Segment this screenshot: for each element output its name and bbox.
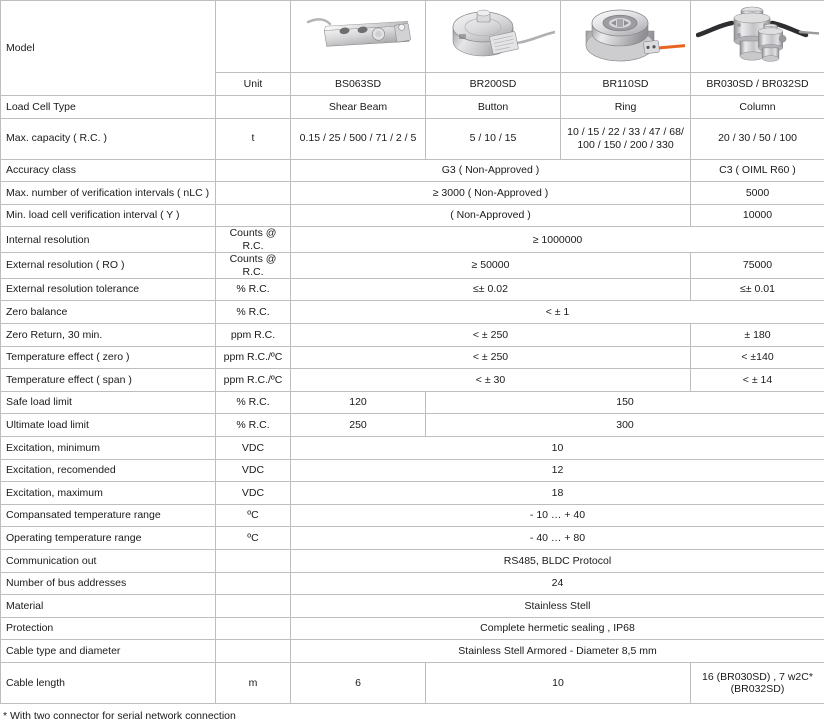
unit-column-header: Unit <box>216 73 291 96</box>
row-label: Max. number of verification intervals ( nLC ) <box>1 182 216 205</box>
row-value: C3 ( OIML R60 ) <box>691 159 824 182</box>
row-value: 0.15 / 25 / 500 / 71 / 2 / 5 <box>291 118 426 159</box>
row-label: Ultimate load limit <box>1 414 216 437</box>
product-image-cell-bs063sd <box>291 1 426 73</box>
row-value: 5000 <box>691 182 824 205</box>
row-value: 20 / 30 / 50 / 100 <box>691 118 824 159</box>
row-value: 18 <box>291 482 824 505</box>
row-unit: ppm R.C./ºC <box>216 346 291 369</box>
row-unit <box>216 572 291 595</box>
row-value: 250 <box>291 414 426 437</box>
row-value: G3 ( Non-Approved ) <box>291 159 691 182</box>
model-name-br110sd: BR110SD <box>561 73 691 96</box>
row-unit <box>216 96 291 119</box>
row-label: Excitation, recomended <box>1 459 216 482</box>
row-value: - 10 … + 40 <box>291 504 824 527</box>
row-value: < ± 30 <box>291 369 691 392</box>
table-row <box>1 253 824 279</box>
ring-load-cell-image <box>566 1 685 72</box>
shear-beam-load-cell-image <box>296 1 420 72</box>
row-label: Protection <box>1 617 216 640</box>
row-label: Temperature effect ( zero ) <box>1 346 216 369</box>
row-unit <box>216 640 291 663</box>
row-unit <box>216 182 291 205</box>
row-unit: ppm R.C. <box>216 324 291 347</box>
row-value: 12 <box>291 459 824 482</box>
row-unit: ºC <box>216 504 291 527</box>
row-label: Internal resolution <box>1 227 216 253</box>
row-value: 16 (BR030SD) , 7 w2C* (BR032SD) <box>691 662 824 703</box>
row-unit: VDC <box>216 437 291 460</box>
row-value: < ± 14 <box>691 369 824 392</box>
row-unit: VDC <box>216 482 291 505</box>
header-image-row <box>1 1 824 73</box>
row-label: Cable type and diameter <box>1 640 216 663</box>
row-value: Column <box>691 96 824 119</box>
product-image-cell-br110sd <box>561 1 691 73</box>
table-row <box>1 617 824 640</box>
table-row <box>1 459 824 482</box>
row-label: Zero Return, 30 min. <box>1 324 216 347</box>
table-row <box>1 346 824 369</box>
row-value: 300 <box>426 414 824 437</box>
row-value: < ± 250 <box>291 324 691 347</box>
row-unit: Counts @ R.C. <box>216 227 291 253</box>
row-label: Excitation, minimum <box>1 437 216 460</box>
row-label: Material <box>1 595 216 618</box>
row-unit: Counts @ R.C. <box>216 253 291 279</box>
row-value: 6 <box>291 662 426 703</box>
table-row <box>1 227 824 253</box>
table-row <box>1 595 824 618</box>
table-row <box>1 482 824 505</box>
table-row <box>1 391 824 414</box>
product-image-cell-br030sd <box>691 1 824 73</box>
table-row <box>1 301 824 324</box>
row-value: Ring <box>561 96 691 119</box>
row-value: ( Non-Approved ) <box>291 204 691 227</box>
row-label: Temperature effect ( span ) <box>1 369 216 392</box>
footnote: * With two connector for serial network connection <box>0 704 824 723</box>
row-label: Min. load cell verification interval ( Y ) <box>1 204 216 227</box>
table-row <box>1 572 824 595</box>
row-unit <box>216 204 291 227</box>
table-row <box>1 414 824 437</box>
row-value: 150 <box>426 391 824 414</box>
model-label: Model <box>1 1 216 96</box>
table-row <box>1 504 824 527</box>
row-label: Excitation, maximum <box>1 482 216 505</box>
model-name-bs063sd: BS063SD <box>291 73 426 96</box>
row-label: Cable length <box>1 662 216 703</box>
row-value: 10000 <box>691 204 824 227</box>
row-value: RS485, BLDC Protocol <box>291 550 824 573</box>
model-name-br200sd: BR200SD <box>426 73 561 96</box>
row-value: Complete hermetic sealing , IP68 <box>291 617 824 640</box>
row-value: 24 <box>291 572 824 595</box>
row-label: Number of bus addresses <box>1 572 216 595</box>
row-unit: m <box>216 662 291 703</box>
table-row <box>1 96 824 119</box>
table-row <box>1 324 824 347</box>
unit-header-spacer <box>216 1 291 73</box>
row-value: < ± 250 <box>291 346 691 369</box>
table-row <box>1 182 824 205</box>
row-label: External resolution ( RO ) <box>1 253 216 279</box>
table-row <box>1 159 824 182</box>
row-unit: % R.C. <box>216 278 291 301</box>
row-value: Shear Beam <box>291 96 426 119</box>
row-unit: VDC <box>216 459 291 482</box>
table-body <box>1 1 824 704</box>
row-unit <box>216 159 291 182</box>
row-label: Compansated temperature range <box>1 504 216 527</box>
row-value: Button <box>426 96 561 119</box>
row-unit: ppm R.C./ºC <box>216 369 291 392</box>
table-row <box>1 118 824 159</box>
row-label: Accuracy class <box>1 159 216 182</box>
row-label: Safe load limit <box>1 391 216 414</box>
row-value: 75000 <box>691 253 824 279</box>
row-unit: % R.C. <box>216 414 291 437</box>
table-row <box>1 369 824 392</box>
table-row <box>1 527 824 550</box>
column-load-cell-image <box>696 1 819 72</box>
row-unit: % R.C. <box>216 301 291 324</box>
table-row <box>1 278 824 301</box>
product-image-cell-br200sd <box>426 1 561 73</box>
model-name-br030sd: BR030SD / BR032SD <box>691 73 824 96</box>
row-value: ≥ 3000 ( Non-Approved ) <box>291 182 691 205</box>
row-value: Stainless Stell <box>291 595 824 618</box>
row-label: Operating temperature range <box>1 527 216 550</box>
row-value: 120 <box>291 391 426 414</box>
row-label: External resolution tolerance <box>1 278 216 301</box>
row-value: Stainless Stell Armored - Diameter 8,5 mm <box>291 640 824 663</box>
row-value: < ± 1 <box>291 301 824 324</box>
row-unit <box>216 617 291 640</box>
table-row <box>1 204 824 227</box>
row-value: ≤± 0.02 <box>291 278 691 301</box>
table-row <box>1 437 824 460</box>
row-value: ≤± 0.01 <box>691 278 824 301</box>
row-value: 5 / 10 / 15 <box>426 118 561 159</box>
row-unit <box>216 550 291 573</box>
row-value: < ±140 <box>691 346 824 369</box>
row-unit: % R.C. <box>216 391 291 414</box>
row-label: Max. capacity ( R.C. ) <box>1 118 216 159</box>
row-value: ≥ 50000 <box>291 253 691 279</box>
row-value: ± 180 <box>691 324 824 347</box>
row-label: Communication out <box>1 550 216 573</box>
row-value: 10 <box>426 662 691 703</box>
row-unit <box>216 595 291 618</box>
table-row <box>1 662 824 703</box>
row-unit: t <box>216 118 291 159</box>
row-unit: ºC <box>216 527 291 550</box>
button-load-cell-image <box>431 1 555 72</box>
table-row <box>1 640 824 663</box>
table-row <box>1 550 824 573</box>
row-label: Zero balance <box>1 301 216 324</box>
row-value: - 40 … + 80 <box>291 527 824 550</box>
row-value: 10 / 15 / 22 / 33 / 47 / 68/ 100 / 150 / 200 / 330 <box>561 118 691 159</box>
row-value: ≥ 1000000 <box>291 227 824 253</box>
row-value: 10 <box>291 437 824 460</box>
row-label: Load Cell Type <box>1 96 216 119</box>
